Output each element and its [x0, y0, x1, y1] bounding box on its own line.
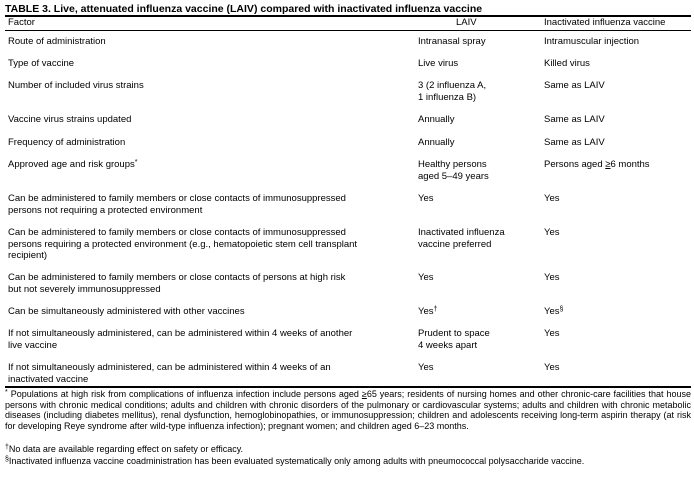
row-laiv-text: Yes [418, 306, 434, 317]
header-inactivated: Inactivated influenza vaccine [544, 17, 666, 28]
row-factor-line: live vaccine [8, 339, 58, 351]
row-laiv [418, 306, 533, 318]
footnote-star [5, 389, 691, 431]
row-inactivated: Intramuscular injection [544, 36, 640, 47]
row-laiv-line: Prudent to space [418, 328, 490, 339]
row-inactivated: Same as LAIV [544, 80, 605, 91]
row-inactivated: Yes [544, 362, 560, 373]
row-laiv: Live virus [418, 58, 459, 69]
row-factor: Can be simultaneously administered with other vaccines [8, 306, 245, 317]
row-laiv [418, 80, 533, 103]
row-inactivated [544, 159, 689, 171]
row-laiv: Yes [418, 272, 434, 283]
row-factor [8, 227, 398, 262]
row-laiv: Intranasal spray [418, 36, 486, 47]
row-inactivated: Same as LAIV [544, 137, 605, 148]
row-laiv [418, 328, 533, 351]
row-factor-line: but not severely immunosuppressed [8, 283, 161, 295]
row-factor: Number of included virus strains [8, 80, 144, 91]
footnote-text: 65 years; residents of nursing homes and other chronic-care facilities that house persons with chronic medical conditions; adults and children with chronic disorders of the pulmonary or cardiovascular systems; adults and children with chronic metabolic diseases (including diabetes mellitus), renal dysfunction, hemoglobinopathies, or immunosuppression; children and adolescents receiving long-term aspirin therapy (at risk for developing Reye syndrome after wild-type influenza infection); pregnant women; and children aged 6–23 months. [5, 389, 692, 431]
footnote-mark: § [5, 456, 9, 463]
footnote-mark: * [5, 389, 8, 396]
row-factor: Type of vaccine [8, 58, 75, 69]
row-factor-line: persons requiring a protected environment (e.g., hematopoietic stem cell transplant [8, 238, 358, 250]
bottom-rule [5, 386, 691, 388]
row-factor [8, 328, 398, 351]
row-inactivated-text: Yes [544, 306, 560, 317]
footnote-mark: † [433, 306, 438, 313]
header-rule [5, 30, 691, 31]
footnote-section [5, 456, 691, 467]
row-laiv-line: 3 (2 influenza A, [418, 80, 487, 91]
row-laiv-line: 1 influenza B) [418, 91, 477, 103]
row-laiv: Annually [418, 114, 455, 125]
ge-symbol: ≥ [361, 389, 367, 399]
header-factor: Factor [8, 17, 35, 28]
row-laiv: Yes [418, 362, 434, 373]
row-laiv-line: Healthy persons [418, 159, 487, 170]
row-factor-line: inactivated vaccine [8, 373, 89, 385]
row-laiv-line: Inactivated influenza [418, 227, 505, 238]
row-laiv-line: vaccine preferred [418, 238, 492, 250]
footnote-dagger [5, 444, 691, 455]
row-laiv: Annually [418, 137, 455, 148]
row-inactivated [544, 306, 689, 318]
row-inactivated: Yes [544, 227, 560, 238]
row-factor: Vaccine virus strains updated [8, 114, 132, 125]
row-factor-line: If not simultaneously administered, can be administered within 4 weeks of an [8, 362, 331, 373]
row-inactivated: Yes [544, 272, 560, 283]
row-factor: Route of administration [8, 36, 106, 47]
header-laiv: LAIV [456, 17, 477, 28]
row-factor-text: Approved age and risk groups [8, 159, 135, 170]
row-factor-line: recipient) [8, 250, 48, 261]
row-inactivated: Killed virus [544, 58, 590, 69]
table-title: TABLE 3. Live, attenuated influenza vaccine (LAIV) compared with inactivated influenza vaccine [5, 3, 483, 15]
row-factor [8, 193, 398, 216]
row-factor-line: persons not requiring a protected environment [8, 204, 203, 216]
row-inactivated-text: 6 months [610, 159, 650, 170]
row-inactivated: Yes [544, 328, 560, 339]
row-factor: Frequency of administration [8, 137, 126, 148]
row-laiv [418, 159, 533, 182]
row-inactivated: Same as LAIV [544, 114, 605, 125]
row-factor [8, 159, 398, 171]
row-laiv-line: aged 5–49 years [418, 170, 489, 182]
footnote-text: Populations at high risk from complications of influenza infection include persons aged [10, 389, 362, 399]
footnote-mark: * [134, 159, 138, 166]
footnote-mark: † [5, 444, 9, 451]
footnote-mark: § [559, 306, 564, 313]
row-inactivated-text: Persons aged [544, 159, 606, 170]
row-laiv: Yes [418, 193, 434, 204]
row-factor-line: Can be administered to family members or close contacts of persons at high risk [8, 272, 346, 283]
row-factor-line: Can be administered to family members or close contacts of immunosuppressed [8, 227, 346, 238]
ge-symbol: ≥ [605, 159, 611, 170]
row-factor [8, 272, 398, 295]
row-laiv [418, 227, 533, 250]
row-factor [8, 362, 398, 385]
row-factor-line: If not simultaneously administered, can be administered within 4 weeks of another [8, 328, 353, 339]
footnote-text: Inactivated influenza vaccine coadministration has been evaluated systematically only among adults with pneumococcal polysaccharide vaccine. [8, 456, 585, 466]
footnote-text: No data are available regarding effect on safety or efficacy. [8, 444, 244, 454]
row-factor-line: Can be administered to family members or close contacts of immunosuppressed [8, 193, 346, 204]
row-laiv-line: 4 weeks apart [418, 339, 478, 351]
row-inactivated: Yes [544, 193, 560, 204]
